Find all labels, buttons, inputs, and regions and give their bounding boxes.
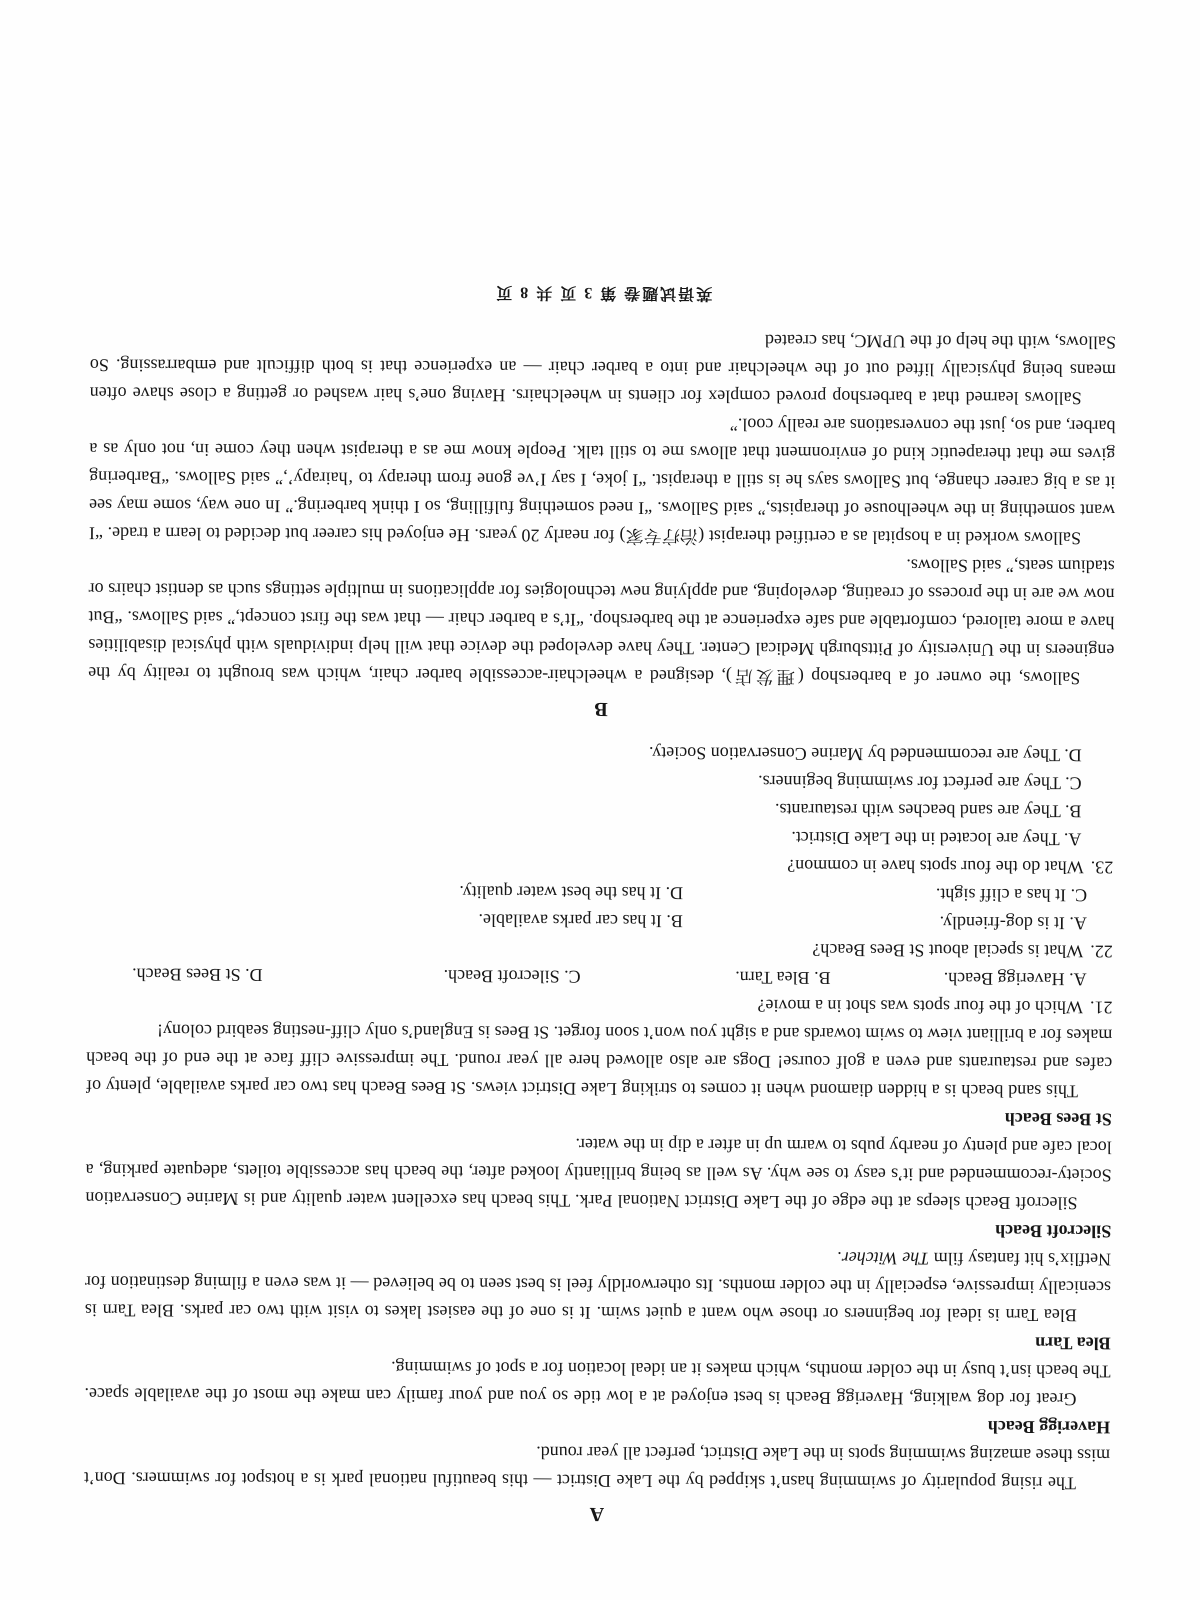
beach-heading-silecroft: Silecroft Beach [995, 1221, 1112, 1242]
question-23-option-c: C. They are perfect for swimming beginners. [758, 771, 1082, 794]
question-22-options-row-1 [87, 904, 1113, 937]
question-21-option-b: B. Blea Tarn. [735, 967, 831, 989]
section-b-paragraph-3: Sallows learned that a barbershop proved complex for clients in wheelchairs. Having one’s hair washed or getting a close shave often means being physically lifted out of the wheelchair and into a barber chair — an experience that is both difficult and embarrassing. So Sallows, with the help of the UPMC, has created [89, 330, 1116, 409]
question-23-option-d: D. They are recommended by Marine Conservation Society. [648, 743, 1082, 766]
question-23-number: 23. [1090, 857, 1114, 878]
question-21-option-d: D. St Bees Beach. [132, 964, 263, 986]
question-21-options [87, 960, 1113, 993]
question-22-number: 22. [1090, 941, 1113, 962]
blea-tarn-text-end: . [837, 1248, 842, 1269]
beach-heading-haverigg: Haverigg Beach [987, 1417, 1111, 1438]
question-22 [87, 876, 1113, 965]
question-22-option-b: B. It has car parks available. [478, 910, 683, 932]
beach-paragraph-haverigg: Great for dog walking, Haverigg Beach is best enjoyed at a low tide so you and your family can make the most of the available space. The beach isn’t busy in the colder months, which makes it an ideal location for a spot of swimming. [84, 1357, 1111, 1410]
beach-heading-blea-tarn: Blea Tarn [1035, 1333, 1111, 1354]
upside-down-exam-sheet [84, 275, 1117, 1530]
question-23-option-b: B. They are sand beaches with restaurants. [774, 799, 1082, 822]
question-22-stem: What is special about St Bees Beach? [812, 940, 1084, 962]
question-21-stem: Which of the four spots was shot in a movie? [757, 995, 1084, 1018]
section-b-label: B [594, 697, 608, 721]
section-b-paragraph-1: Sallows, the owner of a barbershop (理发店), designed a wheelchair-accessible barber chair, which was brought to reality by the engineers in the University of Pittsburgh Medical Center. They have developed the device that will help individuals with physical disabilities have a more tailored, comfortable and safe experience at the barbershop. “It’s a barber chair — that was the first concept,” said Sallows. “But now we are in the process of creating, developing, and applying new technologies for applications in multiple settings such as dentist chairs or stadium seats,” said Sallows. [88, 555, 1115, 689]
question-22-option-a: A. It is dog-friendly. [939, 912, 1087, 934]
question-21-option-a: A. Haverigg Beach. [943, 968, 1087, 990]
section-b-paragraph-2: Sallows worked in a hospital as a certified therapist (治疗专家) for nearly 20 years. He enjoyed his career but decided to learn a trade. “I want something in the wheelhouse of therapists,” said Sallows. “I need something fulfilling, so I think barbering.” In one way, some may see it as a big career change, but Sallows says he is still a therapist. “I joke, I say I’ve gone from therapy to ‘hairapy’,” said Sallows. “Barbering gives me that therapeutic kind of environment that allows me to still talk. People know me as a therapist when they come in, not only as a barber, and so, just the conversations are really cool.” [88, 414, 1116, 549]
question-21 [86, 960, 1112, 1021]
section-a-intro: The rising popularity of swimming hasn’t skipped by the Lake District — this beautiful national park is a hotspot for swimmers. Don’t miss these amazing swimming spots in the Lake District, perfect all year round. [83, 1442, 1111, 1494]
question-23 [87, 736, 1114, 881]
beach-heading-st-bees: St Bees Beach [1004, 1109, 1112, 1130]
beach-paragraph-st-bees: This sand beach is a hidden diamond when it comes to striking Lake District views. St Bees Beach has two car parks available, plenty of cafes and restaurants and even a golf course! Dogs are also allowed here all year round. The impressive cliff face at the end of the beach makes for a brilliant view to swim towards and a sight you won’t soon forget. St Bees is England’s only cliff-nesting seabird colony! [85, 1020, 1113, 1102]
film-title-italic: The Witcher [841, 1248, 930, 1269]
question-21-option-c: C. Silecroft Beach. [443, 966, 581, 987]
section-a-label: A [589, 1502, 605, 1526]
blea-tarn-text: Blea Tarn is ideal for beginners or those who want a quiet swim. It is one of the easiest lakes to visit with two car parks. Blea Tarn is scenically impressive, especially in the colder months. Its otherworldly feel is best seen to be believed — it was even a filming destination for Netflix’s hit fantasy film [84, 1248, 1112, 1326]
beach-paragraph-blea-tarn [85, 1240, 1111, 1329]
beach-paragraph-silecroft: Silecroft Beach sleeps at the edge of the Lake District National Park. This beach has excellent water quality and is Marine Conservation Society-recommended and it’s easy to see why. As well as being brilliantly looked after, the beach has accessible toilets, adequate parking, a local cafe and plenty of nearby pubs to warm up in after a dip in the water. [85, 1134, 1112, 1214]
question-21-number: 21. [1089, 997, 1113, 1018]
question-22-option-d: D. It has the best water quality. [459, 882, 684, 904]
question-23-text [87, 848, 1113, 881]
question-22-options-row-2 [87, 876, 1113, 909]
question-22-option-c: C. It has a cliff sight. [935, 884, 1088, 906]
page-footer: 英语试题卷 第 3 页 共 8 页 [494, 283, 713, 302]
question-23-option-a: A. They are located in the Lake District. [791, 828, 1082, 850]
question-23-stem: What do the four spots have in common? [787, 855, 1084, 878]
